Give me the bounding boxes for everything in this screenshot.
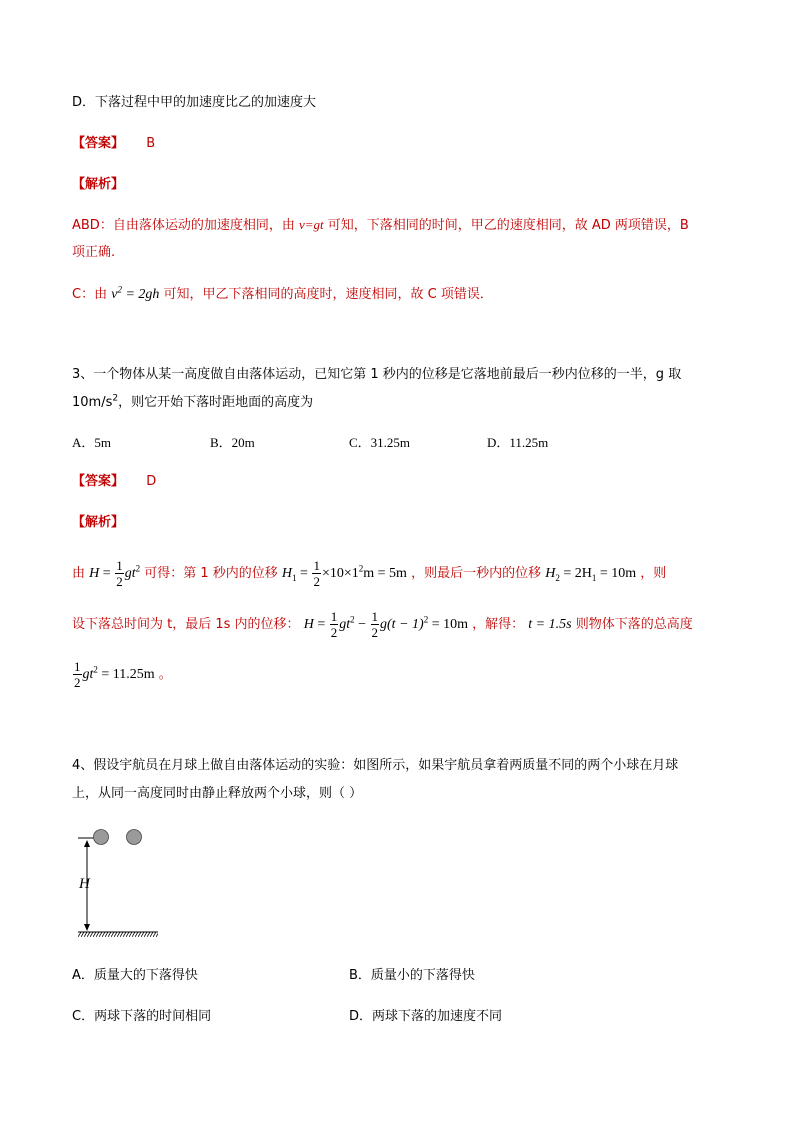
ground-hatch bbox=[78, 932, 158, 937]
analysis-label: 【解析】 bbox=[72, 177, 125, 192]
q3-answer bbox=[72, 474, 156, 490]
q3-stem-line2: $10m/s^2$，则它开始下落时距地面的高度为 bbox=[72, 393, 314, 410]
answer-label: 【答案】 bbox=[72, 136, 125, 151]
q4-option-b[interactable]: B．质量小的下落得快 bbox=[349, 968, 475, 983]
formula-v-gt: v=gt bbox=[298, 217, 324, 232]
ball-2 bbox=[127, 830, 142, 845]
formula-H2: $H_2 = 2H_1 = 10m$ bbox=[545, 566, 637, 583]
formula-last-second: H = $\frac{1}{2}$ $gt^2$ − $\frac{1}{2}$ $g(t - 1)^2 = 10m$ bbox=[303, 609, 468, 641]
q3-option-c[interactable]: C．31.25m bbox=[349, 435, 411, 450]
answer-value: D bbox=[146, 474, 157, 489]
q2-analysis-line1 bbox=[72, 217, 689, 234]
answer-label: 【答案】 bbox=[72, 474, 125, 489]
q4-option-a[interactable]: A．质量大的下落得快 bbox=[72, 968, 198, 983]
q2-analysis-line2: 项正确. bbox=[72, 245, 116, 260]
arrow-head-up-icon bbox=[84, 840, 90, 847]
q3-solution-line3: $\frac{1}{2}$ $gt^2 = 11.25m$ 。 bbox=[74, 659, 172, 691]
q4-option-d[interactable]: D．两球下落的加速度不同 bbox=[349, 1009, 503, 1024]
arrow-head-down-icon bbox=[84, 924, 90, 931]
formula-v2-2gh: $v^2 = 2gh$ bbox=[111, 284, 160, 302]
q3-solution-line1: 由 H = $\frac{1}{2}$ $gt^2$ 可得：第 1 秒内的位移 $H_1$ = $\frac{1}{2}$ $\times 10\times 1^2m = 5m$ ，则最后一秒内的位移 $H_2 = 2H_1 = 10m$ ，则 bbox=[72, 558, 667, 590]
q3-option-d[interactable]: D．11.25m bbox=[487, 435, 549, 450]
q3-stem-line1: 3、一个物体从某一高度做自由落体运动，已知它第 1 秒内的位移是它落地前最后一秒内位移的一半，g 取 bbox=[72, 367, 682, 382]
formula-H1: $H_1$ = $\frac{1}{2}$ $\times 10\times 1^2m = 5m$ bbox=[281, 558, 407, 590]
analysis-label: 【解析】 bbox=[72, 515, 125, 530]
ball-1 bbox=[94, 830, 109, 845]
q3-option-a[interactable]: A．5m bbox=[72, 435, 112, 450]
q4-stem-line2: 上，从同一高度同时由静止释放两个小球，则（ ） bbox=[72, 786, 363, 801]
formula-t: t = 1.5s bbox=[528, 617, 572, 632]
figure-height-label: H bbox=[79, 876, 90, 892]
analysis-text: 可知，甲乙下落相同的高度时，速度相同，故 C 项错误． bbox=[163, 287, 493, 302]
q4-stem-line1: 4、假设宇航员在月球上做自由落体运动的实验：如图所示，如果宇航员拿着两质量不同的两个小球在月球 bbox=[72, 758, 679, 773]
formula-H-half-gt2: H = $\frac{1}{2}$ $gt^2$ bbox=[89, 558, 141, 590]
q4-option-c[interactable]: C．两球下落的时间相同 bbox=[72, 1009, 212, 1024]
q3-option-b[interactable]: B．20m bbox=[210, 435, 255, 450]
q3-solution-line2: 设下落总时间为 t，最后 1s 内的位移： H = $\frac{1}{2}$ $gt^2$ − $\frac{1}{2}$ $g(t - 1)^2 = 10m$ ，解得： t = 1.5s 则物体下落的总高度 bbox=[72, 609, 693, 641]
analysis-text: 可知，下落相同的时间，甲乙的速度相同，故 AD 两项错误，B bbox=[327, 218, 689, 233]
q2-option-d: D．下落过程中甲的加速度比乙的加速度大 bbox=[72, 95, 317, 110]
formula-total-height: $\frac{1}{2}$ $gt^2 = 11.25m$ bbox=[74, 659, 155, 691]
answer-value: B bbox=[146, 136, 156, 151]
q2-answer bbox=[72, 136, 155, 152]
analysis-text: C：由 bbox=[72, 287, 108, 302]
analysis-text: ABD：自由落体运动的加速度相同，由 bbox=[72, 218, 295, 233]
q2-analysis-line3 bbox=[72, 284, 493, 303]
